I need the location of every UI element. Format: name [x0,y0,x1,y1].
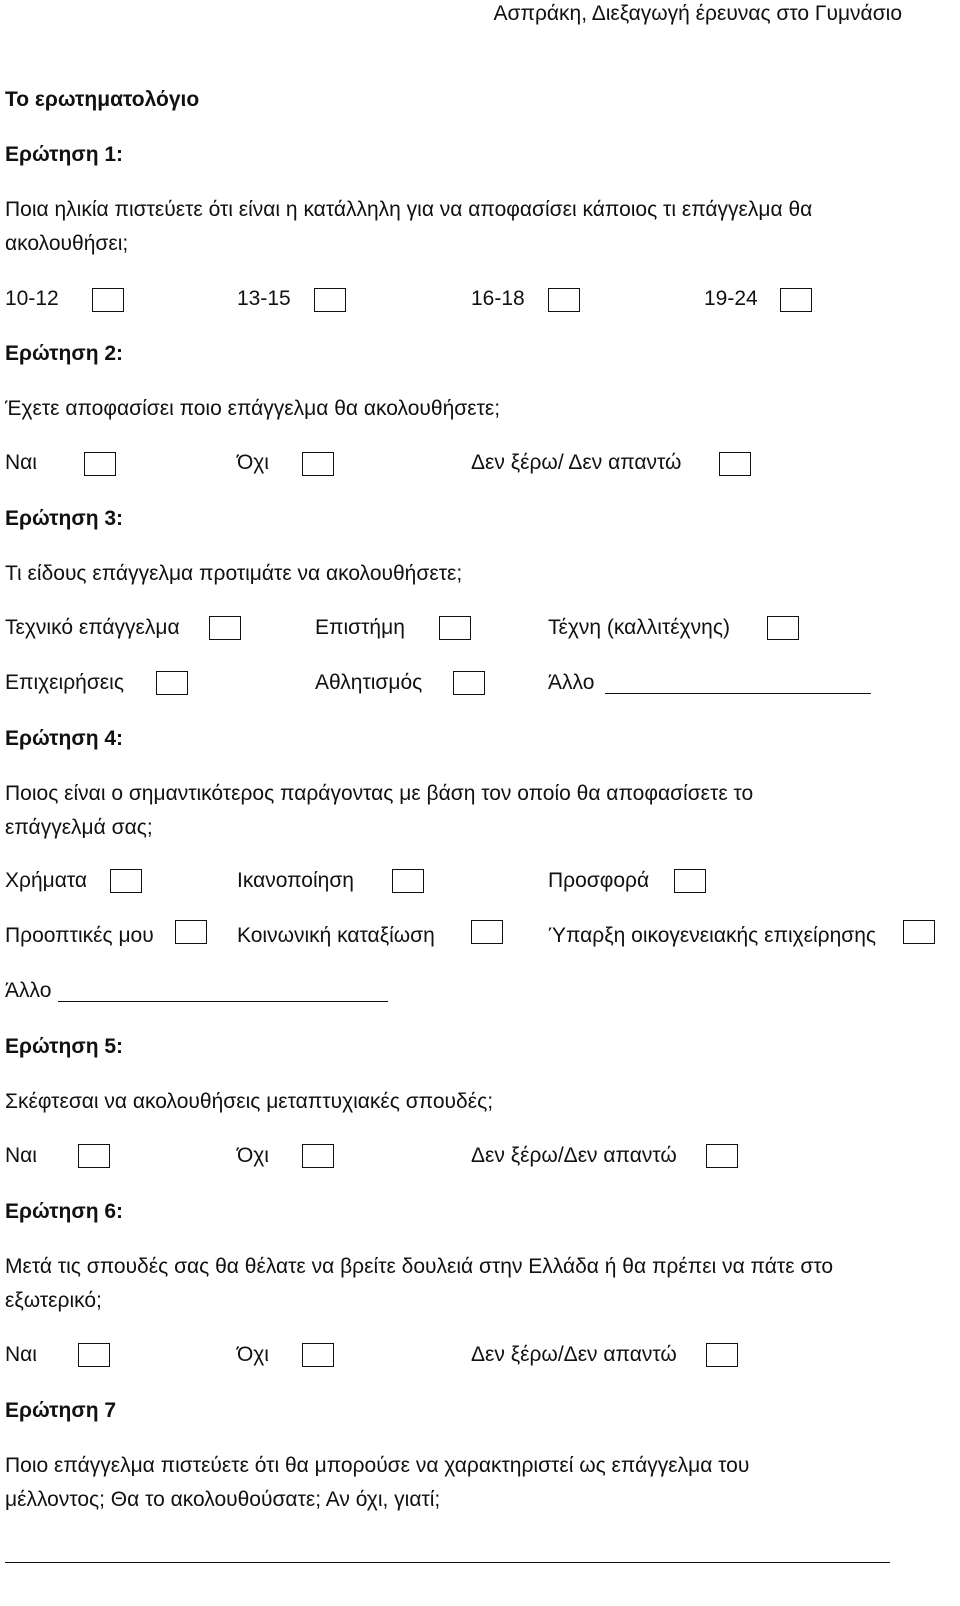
q4-text-line2: επάγγελμά σας; [5,816,153,839]
page-header: Ασπράκη, Διεξαγωγή έρευνας στο Γυμνάσιο [493,2,902,25]
q3-option-label: Άλλο [548,671,595,694]
q2-option-label: Ναι [5,451,37,474]
q1-text-line1: Ποια ηλικία πιστεύετε ότι είναι η κατάλληλη για να αποφασίσει κάποιος τι επάγγελμα θα [5,198,813,221]
q6-option-label: Όχι [237,1343,269,1366]
q4-checkbox-social-status[interactable] [471,920,503,944]
q1-checkbox-13-15[interactable] [314,288,346,312]
q3-option-label: Τεχνικό επάγγελμα [5,616,180,639]
q6-text-line1: Μετά τις σπουδές σας θα θέλατε να βρείτε δουλειά στην Ελλάδα ή θα πρέπει να πάτε στο [5,1255,834,1278]
q3-checkbox-sports[interactable] [453,671,485,695]
q4-option-label: Ικανοποίηση [237,869,354,892]
q5-checkbox-yes[interactable] [78,1144,110,1168]
document-title: Το ερωτηματολόγιο [5,88,200,111]
q4-option-label: Προοπτικές μου [5,924,154,947]
q3-option-label: Αθλητισμός [315,671,423,694]
q4-option-label: Χρήματα [5,869,88,892]
q6-checkbox-dont-know[interactable] [706,1343,738,1367]
q3-checkbox-art[interactable] [767,616,799,640]
q2-checkbox-yes[interactable] [84,452,116,476]
q5-checkbox-dont-know[interactable] [706,1144,738,1168]
q3-checkbox-business[interactable] [156,671,188,695]
q4-checkbox-prospects[interactable] [175,920,207,944]
q4-option-label: Κοινωνική καταξίωση [237,924,435,947]
q1-option-label: 13-15 [237,287,291,310]
q5-option-label: Όχι [237,1144,269,1167]
q1-option-label: 16-18 [471,287,525,310]
q5-option-label: Δεν ξέρω/Δεν απαντώ [471,1144,677,1167]
q4-option-label: Ύπαρξη οικογενειακής επιχείρησης [548,924,877,947]
q4-other-blank-line[interactable] [58,1001,388,1002]
q5-text: Σκέφτεσαι να ακολουθήσεις μεταπτυχιακές σπουδές; [5,1090,494,1113]
q6-checkbox-no[interactable] [302,1343,334,1367]
q7-text-line2: μέλλοντος; Θα το ακολουθούσατε; Αν όχι, γιατί; [5,1488,441,1511]
q3-option-label: Επιστήμη [315,616,405,639]
q4-checkbox-family-business[interactable] [903,920,935,944]
q1-option-label: 19-24 [704,287,758,310]
q2-checkbox-no[interactable] [302,452,334,476]
q1-checkbox-16-18[interactable] [548,288,580,312]
q2-checkbox-dont-know[interactable] [719,452,751,476]
q7-label: Ερώτηση 7 [5,1399,117,1422]
q1-checkbox-10-12[interactable] [92,288,124,312]
q5-option-label: Ναι [5,1144,37,1167]
q7-text-line1: Ποιο επάγγελμα πιστεύετε ότι θα μπορούσε να χαρακτηριστεί ως επάγγελμα του [5,1454,750,1477]
q5-checkbox-no[interactable] [302,1144,334,1168]
q1-checkbox-19-24[interactable] [780,288,812,312]
q7-answer-blank-line[interactable] [5,1562,890,1563]
q4-checkbox-money[interactable] [110,869,142,893]
q3-option-label: Τέχνη (καλλιτέχνης) [548,616,730,639]
q4-checkbox-contribution[interactable] [674,869,706,893]
q1-option-label: 10-12 [5,287,59,310]
q1-label: Ερώτηση 1: [5,143,124,166]
q6-option-label: Δεν ξέρω/Δεν απαντώ [471,1343,677,1366]
q4-checkbox-satisfaction[interactable] [392,869,424,893]
q2-option-label: Όχι [237,451,269,474]
q2-label: Ερώτηση 2: [5,342,124,365]
q6-checkbox-yes[interactable] [78,1343,110,1367]
q4-option-label: Προσφορά [548,869,650,892]
q3-checkbox-technical[interactable] [209,616,241,640]
q1-text-line2: ακολουθήσει; [5,232,129,255]
q5-label: Ερώτηση 5: [5,1035,124,1058]
q2-option-label: Δεν ξέρω/ Δεν απαντώ [471,451,682,474]
q3-text: Τι είδους επάγγελμα προτιμάτε να ακολουθήσετε; [5,562,463,585]
q2-text: Έχετε αποφασίσει ποιο επάγγελμα θα ακολουθήσετε; [5,397,501,420]
q3-other-blank-line[interactable] [605,693,871,694]
q6-label: Ερώτηση 6: [5,1200,124,1223]
q6-text-line2: εξωτερικό; [5,1289,102,1312]
q6-option-label: Ναι [5,1343,37,1366]
q4-option-label: Άλλο [5,979,52,1002]
q4-label: Ερώτηση 4: [5,727,124,750]
q3-label: Ερώτηση 3: [5,507,124,530]
q3-option-label: Επιχειρήσεις [5,671,124,694]
q3-checkbox-science[interactable] [439,616,471,640]
q4-text-line1: Ποιος είναι ο σημαντικότερος παράγοντας με βάση τον οποίο θα αποφασίσετε το [5,782,754,805]
